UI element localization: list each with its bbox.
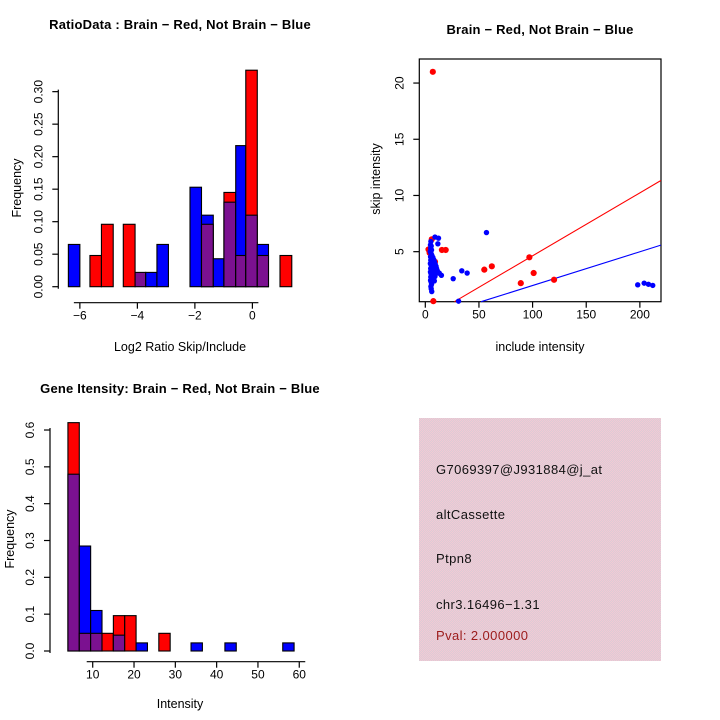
svg-text:0.2: 0.2 xyxy=(23,568,37,586)
ratio-histogram-plot xyxy=(0,0,360,360)
svg-text:100: 100 xyxy=(522,307,543,322)
svg-text:15: 15 xyxy=(392,132,407,146)
svg-text:0: 0 xyxy=(249,308,256,323)
svg-text:0.20: 0.20 xyxy=(31,144,46,169)
svg-text:40: 40 xyxy=(209,667,224,682)
svg-text:0.3: 0.3 xyxy=(23,532,37,549)
svg-text:50: 50 xyxy=(251,667,265,682)
ratio-hist-title: RatioData : Brain − Red, Not Brain − Blue xyxy=(49,17,311,32)
gene-hist-xlabel: Intensity xyxy=(156,697,204,711)
svg-text:−6: −6 xyxy=(73,308,87,323)
svg-text:0.4: 0.4 xyxy=(23,495,37,513)
svg-text:0.15: 0.15 xyxy=(31,177,46,201)
svg-text:50: 50 xyxy=(472,307,486,322)
svg-text:5: 5 xyxy=(392,248,407,256)
svg-text:0.10: 0.10 xyxy=(31,210,46,234)
svg-text:−2: −2 xyxy=(188,308,202,323)
svg-text:0.5: 0.5 xyxy=(23,458,37,476)
svg-text:0.25: 0.25 xyxy=(31,112,46,136)
svg-text:200: 200 xyxy=(629,307,650,322)
svg-text:30: 30 xyxy=(168,667,183,682)
svg-text:150: 150 xyxy=(576,307,597,322)
event-type-text: altCassette xyxy=(436,507,506,522)
svg-text:0.05: 0.05 xyxy=(31,242,46,266)
panel-gene-intensity-histogram xyxy=(0,360,360,720)
scatter-xlabel: include intensity xyxy=(495,340,585,354)
svg-text:10: 10 xyxy=(392,188,407,203)
probe-id-text: G7069397@J931884@j_at xyxy=(436,462,603,477)
svg-text:20: 20 xyxy=(127,667,141,682)
gene-hist-title: Gene Itensity: Brain − Red, Not Brain − Blue xyxy=(40,381,320,396)
panel-intensity-scatter xyxy=(360,0,720,360)
svg-text:0.30: 0.30 xyxy=(31,79,46,104)
svg-text:10: 10 xyxy=(86,667,100,682)
svg-text:0.6: 0.6 xyxy=(23,421,37,439)
svg-text:0: 0 xyxy=(421,307,429,322)
svg-text:0.1: 0.1 xyxy=(23,605,37,623)
locus-text: chr3.16496−1.31 xyxy=(436,597,540,612)
gene-intensity-histogram-plot xyxy=(0,360,360,720)
ratio-hist-ylabel: Frequency xyxy=(10,158,24,218)
event-info-box xyxy=(419,418,661,661)
svg-text:60: 60 xyxy=(292,667,306,682)
panel-event-info xyxy=(360,360,720,720)
svg-text:−4: −4 xyxy=(130,308,145,323)
gene-name-text: Ptpn8 xyxy=(436,551,472,566)
scatter-ylabel: skip intensity xyxy=(369,143,383,215)
svg-text:0.00: 0.00 xyxy=(31,275,46,299)
svg-text:20: 20 xyxy=(392,76,407,90)
ratio-hist-xlabel: Log2 Ratio Skip/Include xyxy=(113,340,247,354)
gene-hist-ylabel: Frequency xyxy=(3,509,17,569)
panel-ratio-histogram xyxy=(0,0,360,360)
pval-text: Pval: 2.000000 xyxy=(436,628,529,643)
svg-text:0.0: 0.0 xyxy=(23,642,37,660)
intensity-scatter-plot xyxy=(360,0,720,360)
scatter-title: Brain − Red, Not Brain − Blue xyxy=(446,22,634,37)
